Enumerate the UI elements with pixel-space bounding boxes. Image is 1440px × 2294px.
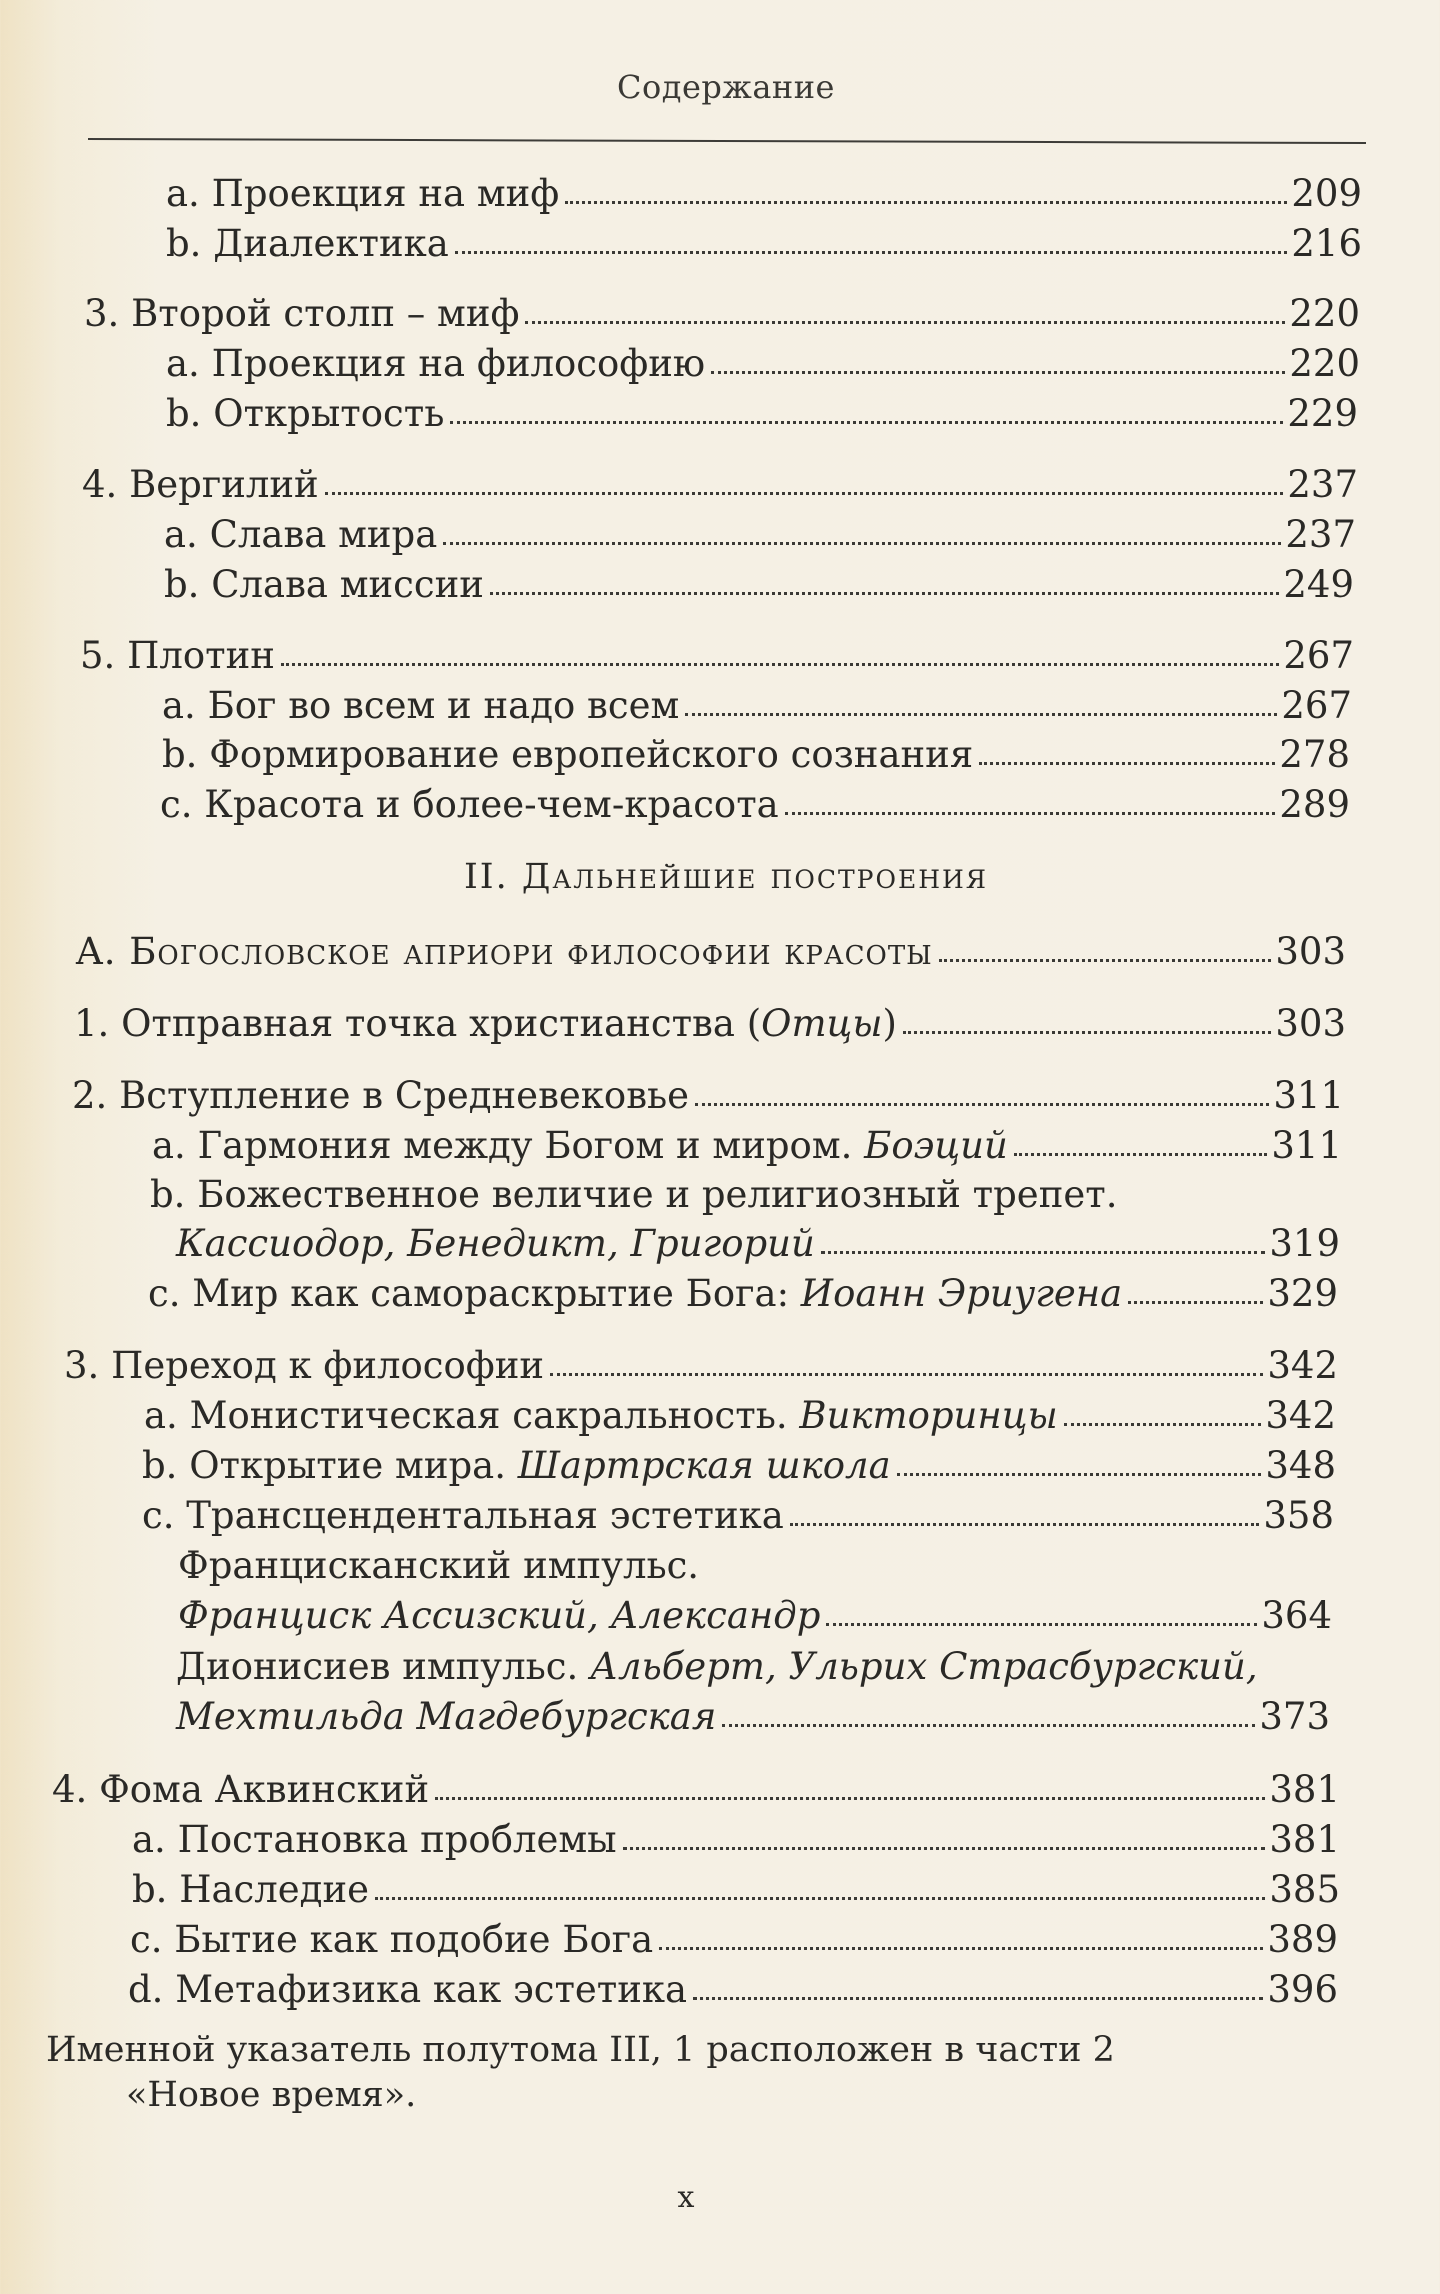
page-number: x bbox=[677, 2180, 695, 2215]
toc-entry: 3. Второй столп – миф 220 bbox=[84, 292, 1360, 335]
toc-entry: a. Бог во всем и надо всем 267 bbox=[162, 684, 1352, 727]
toc-entry: c. Трансцендентальная эстетика 358 bbox=[142, 1494, 1334, 1537]
toc-entry: a. Проекция на миф 209 bbox=[166, 172, 1362, 215]
toc-entry: a. Постановка проблемы 381 bbox=[132, 1818, 1340, 1861]
toc-entry: c. Красота и более-чем-красота 289 bbox=[160, 783, 1350, 826]
toc-entry: b. Формирование европейского сознания 278 bbox=[162, 733, 1350, 776]
toc-entry-text: Францисканский импульс. bbox=[178, 1544, 700, 1587]
toc-entry: 4. Вергилий 237 bbox=[82, 463, 1358, 506]
toc-entry: Франциск Ассизский, Александр 364 bbox=[178, 1594, 1332, 1637]
toc-entry: a. Проекция на философию 220 bbox=[166, 342, 1360, 385]
toc-entry: b. Наследие 385 bbox=[132, 1868, 1340, 1911]
toc-entry: 1. Отправная точка христианства (Отцы) 303 bbox=[74, 1002, 1346, 1045]
toc-entry: 5. Плотин 267 bbox=[80, 634, 1354, 677]
toc-entry: 2. Вступление в Средневековье 311 bbox=[72, 1074, 1344, 1117]
toc-entry: b. Диалектика 216 bbox=[166, 222, 1362, 265]
toc-entry-text: b. Божественное величие и религиозный трепет. bbox=[150, 1173, 1118, 1216]
running-header: Содержание bbox=[617, 68, 835, 106]
header-rule bbox=[88, 138, 1366, 144]
toc-entry: a. Гармония между Богом и миром. Боэций 311 bbox=[152, 1124, 1342, 1167]
toc-entry: 4. Фома Аквинский 381 bbox=[52, 1768, 1340, 1811]
toc-entry: a. Слава мира 237 bbox=[164, 513, 1356, 556]
section-title: II. Дальнейшие построения bbox=[463, 857, 989, 897]
toc-entry: c. Мир как самораскрытие Бога: Иоанн Эриугена 329 bbox=[148, 1272, 1338, 1315]
toc-entry: 3. Переход к философии 342 bbox=[64, 1344, 1338, 1387]
toc-entry-text: Дионисиев импульс. Альберт, Ульрих Страсбургский, bbox=[176, 1645, 1258, 1688]
toc-entry: A. Богословское априори философии красоты 303 bbox=[76, 930, 1346, 973]
toc-entry: Мехтильда Магдебургская 373 bbox=[176, 1695, 1330, 1738]
toc-entry: Кассиодор, Бенедикт, Григорий 319 bbox=[176, 1222, 1340, 1265]
toc-entry: b. Слава миссии 249 bbox=[164, 563, 1354, 606]
index-note: Именной указатель полутома III, 1 расположен в части 2 bbox=[46, 2030, 1115, 2070]
toc-entry: b. Открытие мира. Шартрская школа 348 bbox=[142, 1444, 1336, 1487]
toc-entry: c. Бытие как подобие Бога 389 bbox=[130, 1918, 1338, 1961]
toc-entry: b. Открытость 229 bbox=[166, 392, 1358, 435]
toc-entry: d. Метафизика как эстетика 396 bbox=[128, 1968, 1338, 2011]
toc-entry: a. Монистическая сакральность. Викторинцы 342 bbox=[144, 1394, 1336, 1437]
index-note-continued: «Новое время». bbox=[126, 2075, 417, 2115]
